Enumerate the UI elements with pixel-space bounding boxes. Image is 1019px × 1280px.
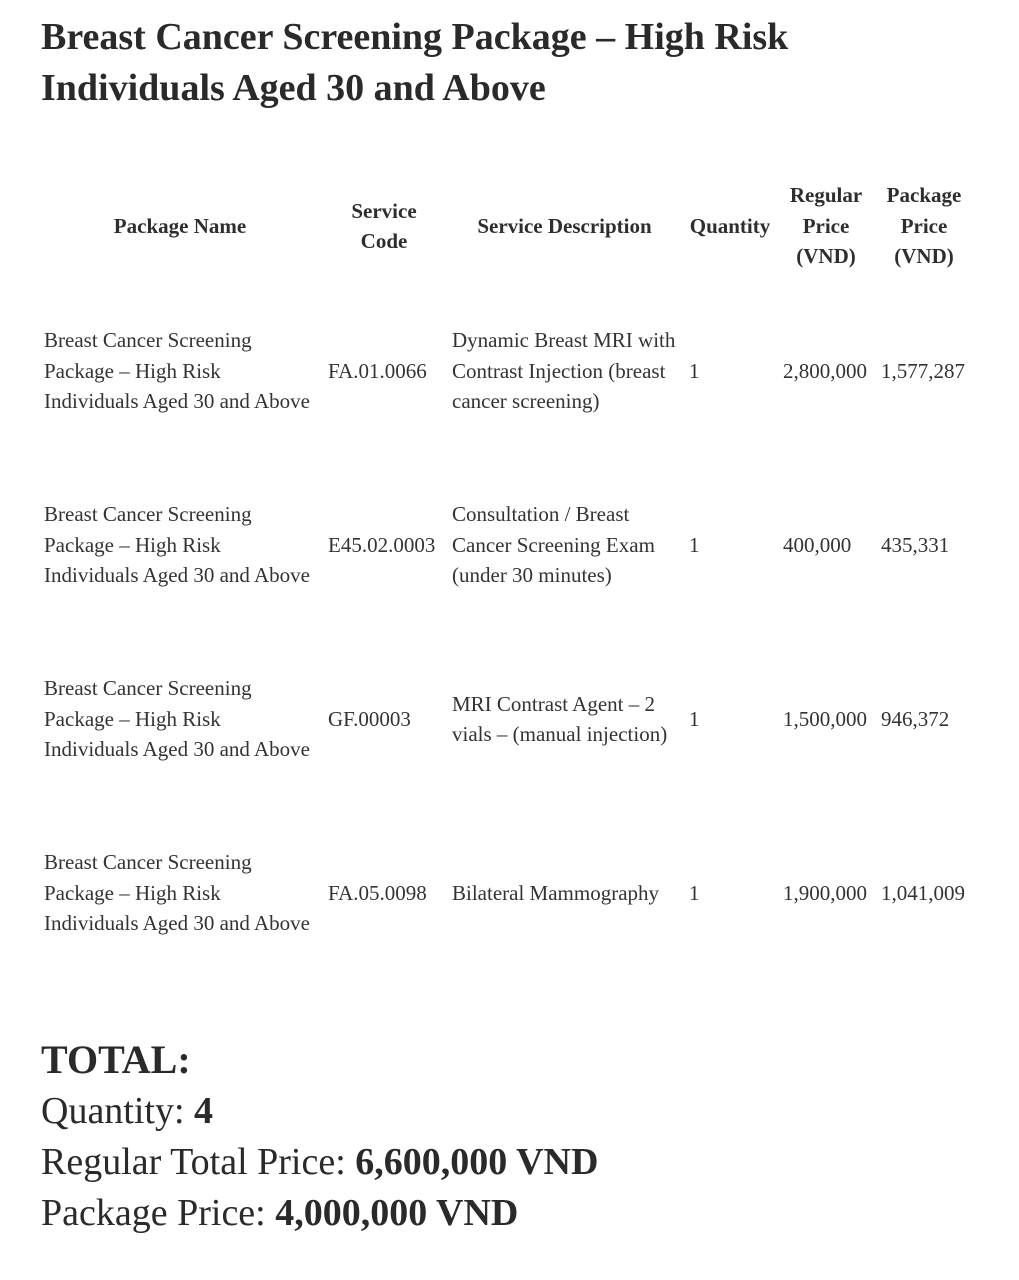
cell-package-price: 435,331 bbox=[881, 532, 950, 557]
total-package-price bbox=[41, 1188, 598, 1239]
total-regular-price-label: Regular Total Price: bbox=[41, 1141, 346, 1183]
cell-quantity: 1 bbox=[689, 706, 700, 731]
table-row bbox=[38, 458, 973, 632]
cell-quantity: 1 bbox=[689, 880, 700, 905]
table-row bbox=[38, 284, 973, 458]
cell-quantity: 1 bbox=[689, 532, 700, 557]
header-regular-price: Regular Price (VND) bbox=[789, 183, 863, 269]
cell-regular-price: 2,800,000 bbox=[783, 358, 867, 383]
cell-regular-price: 1,500,000 bbox=[783, 706, 867, 731]
total-regular-price bbox=[41, 1137, 598, 1188]
total-package-price-value: 4,000,000 VND bbox=[275, 1192, 519, 1234]
cell-service-code: FA.05.0098 bbox=[328, 880, 427, 905]
cell-service-description: MRI Contrast Agent – 2 vials – (manual injection) bbox=[452, 691, 668, 746]
cell-package-price: 1,041,009 bbox=[881, 880, 965, 905]
total-quantity-label: Quantity: bbox=[41, 1090, 185, 1132]
cell-regular-price: 1,900,000 bbox=[783, 880, 867, 905]
cell-service-code: FA.01.0066 bbox=[328, 358, 427, 383]
total-heading: TOTAL: bbox=[41, 1037, 191, 1082]
table-row bbox=[38, 632, 973, 806]
cell-quantity: 1 bbox=[689, 358, 700, 383]
cell-service-description: Bilateral Mammography bbox=[452, 880, 660, 905]
cell-regular-price: 400,000 bbox=[783, 532, 852, 557]
cell-package-price: 1,577,287 bbox=[881, 358, 965, 383]
total-package-price-label: Package Price: bbox=[41, 1192, 266, 1234]
total-regular-price-value: 6,600,000 VND bbox=[355, 1141, 599, 1183]
header-quantity: Quantity bbox=[689, 213, 771, 238]
cell-package-name: Breast Cancer Screening Package – High Risk Individuals Aged 30 and Above bbox=[44, 676, 310, 762]
package-price-table bbox=[38, 168, 973, 980]
cell-package-name: Breast Cancer Screening Package – High Risk Individuals Aged 30 and Above bbox=[44, 502, 310, 588]
cell-package-price: 946,372 bbox=[881, 706, 950, 731]
header-package-price: Package Price (VND) bbox=[886, 183, 962, 269]
page-title: Breast Cancer Screening Package – High Risk Individuals Aged 30 and Above bbox=[41, 16, 789, 109]
total-quantity-value: 4 bbox=[194, 1090, 214, 1132]
cell-package-name: Breast Cancer Screening Package – High Risk Individuals Aged 30 and Above bbox=[44, 328, 310, 414]
cell-service-code: E45.02.0003 bbox=[328, 532, 436, 557]
table-header-row bbox=[38, 168, 973, 284]
header-package-name: Package Name bbox=[113, 213, 247, 238]
total-quantity bbox=[41, 1086, 598, 1137]
table-row bbox=[38, 806, 973, 980]
cell-package-name: Breast Cancer Screening Package – High Risk Individuals Aged 30 and Above bbox=[44, 850, 310, 936]
cell-service-description: Dynamic Breast MRI with Contrast Injection (breast cancer screening) bbox=[452, 328, 676, 414]
cell-service-code: GF.00003 bbox=[328, 706, 411, 731]
header-service-code: Service Code bbox=[351, 198, 417, 253]
totals-section bbox=[41, 1034, 598, 1239]
cell-service-description: Consultation / Breast Cancer Screening Exam (under 30 minutes) bbox=[452, 502, 655, 588]
header-service-description: Service Description bbox=[477, 213, 652, 238]
